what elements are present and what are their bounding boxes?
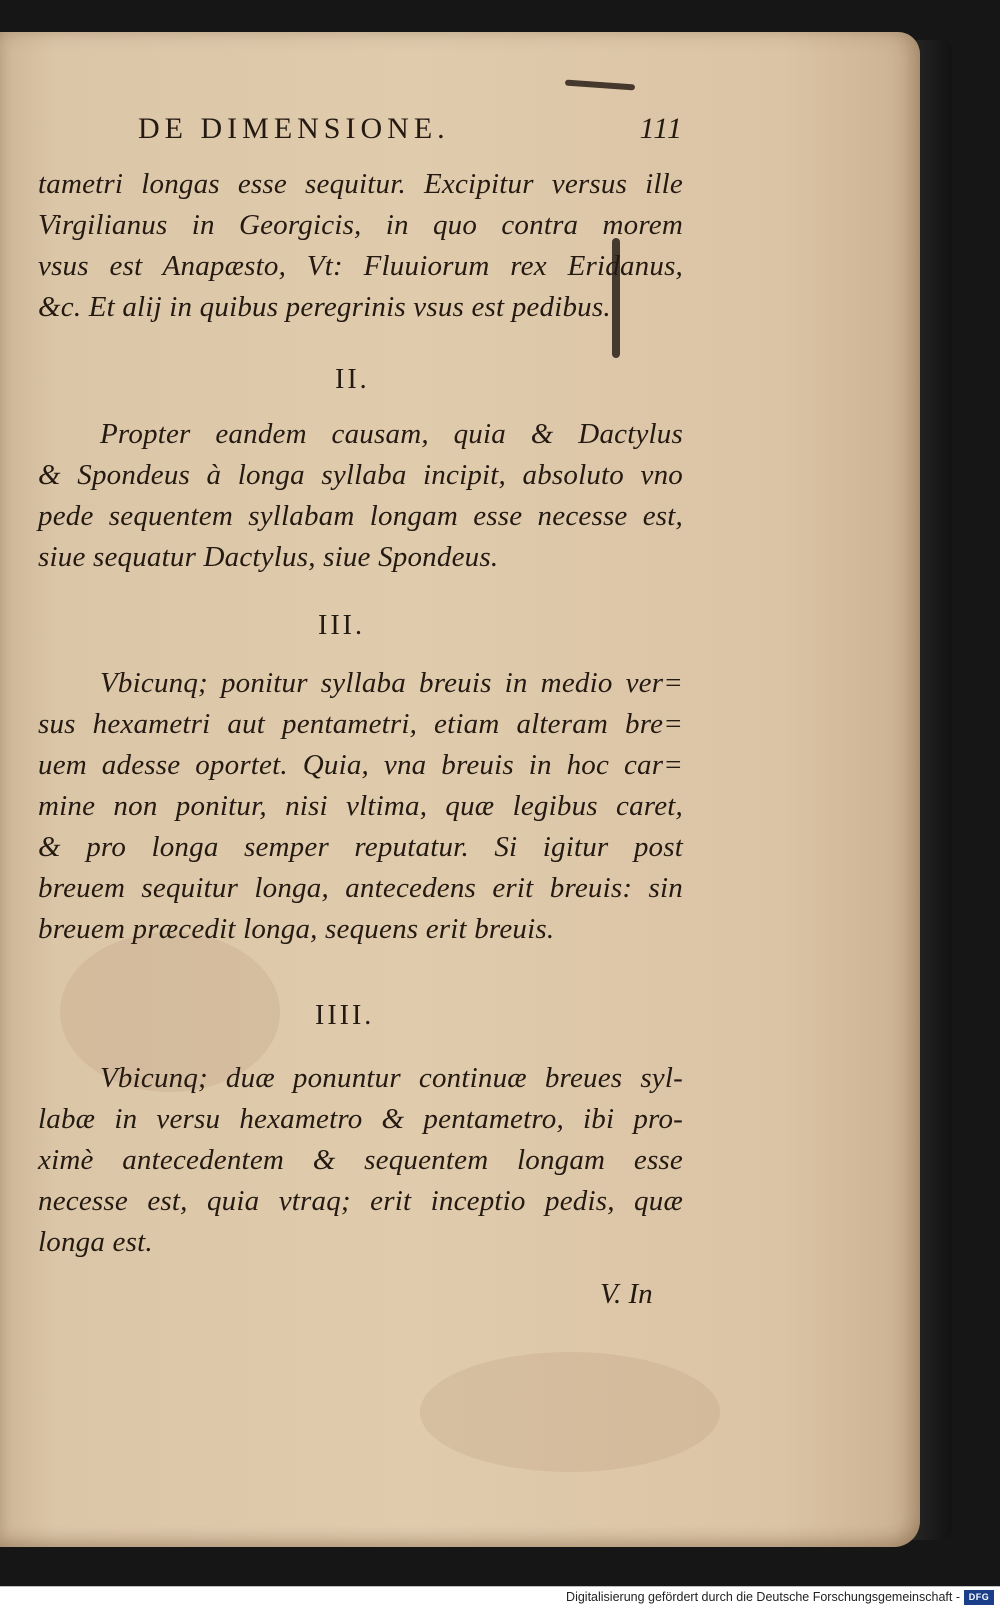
text-line: ximè antecedentem & sequentem longam esse: [38, 1144, 683, 1176]
text-line: mine non ponitur, nisi vltima, quæ legibus caret,: [38, 790, 683, 822]
section-3-paragraph: [38, 663, 683, 950]
catchword: V. In: [600, 1278, 653, 1310]
section-numeral-4: IIII.: [315, 1000, 375, 1031]
text-line: &c. Et alij in quibus peregrinis vsus est pedibus.: [38, 291, 611, 323]
header-title: DE DIMENSIONE.: [138, 112, 450, 145]
text-line: Vbicunq; duæ ponuntur continuæ breues syl-: [100, 1062, 683, 1094]
text-line: pede sequentem syllabam longam esse necesse est,: [38, 500, 683, 532]
text-line: Vbicunq; ponitur syllaba breuis in medio ver=: [100, 667, 683, 699]
text-line: longa est.: [38, 1226, 153, 1258]
footer-credit: Digitalisierung gefördert durch die Deutsche Forschungsgemeinschaft -: [566, 1590, 960, 1604]
text-line: breuem præcedit longa, sequens erit breuis.: [38, 913, 555, 945]
text-line: uem adesse oportet. Quia, vna breuis in hoc car=: [38, 749, 683, 781]
paper-stain: [420, 1352, 720, 1472]
dfg-logo: DFG: [964, 1590, 994, 1605]
text-line: Propter eandem causam, quia & Dactylus: [100, 418, 683, 450]
text-line: necesse est, quia vtraq; erit inceptio pedis, quæ: [38, 1185, 683, 1217]
section-numeral-2: II.: [335, 364, 370, 395]
text-line: breuem sequitur longa, antecedens erit breuis: sin: [38, 872, 683, 904]
text-line: labæ in versu hexametro & pentametro, ibi pro-: [38, 1103, 683, 1135]
page-number: 111: [639, 112, 683, 145]
section-numeral-3: III.: [318, 610, 365, 641]
paragraph-continuation: [38, 164, 683, 328]
text-line: tametri longas esse sequitur. Excipitur versus ille: [38, 168, 683, 200]
digitization-footer: [0, 1586, 1000, 1609]
text-line: Virgilianus in Georgicis, in quo contra morem: [38, 209, 683, 241]
text-line: sus hexametri aut pentametri, etiam alteram bre=: [38, 708, 683, 740]
text-line: siue sequatur Dactylus, siue Spondeus.: [38, 541, 499, 573]
text-line: & pro longa semper reputatur. Si igitur post: [38, 831, 683, 863]
text-line: & Spondeus à longa syllaba incipit, absoluto vno: [38, 459, 683, 491]
text-line: vsus est Anapæsto, Vt: Fluuiorum rex Eridanus,: [38, 250, 683, 282]
section-2-paragraph: [38, 414, 683, 578]
section-4-paragraph: [38, 1058, 683, 1263]
